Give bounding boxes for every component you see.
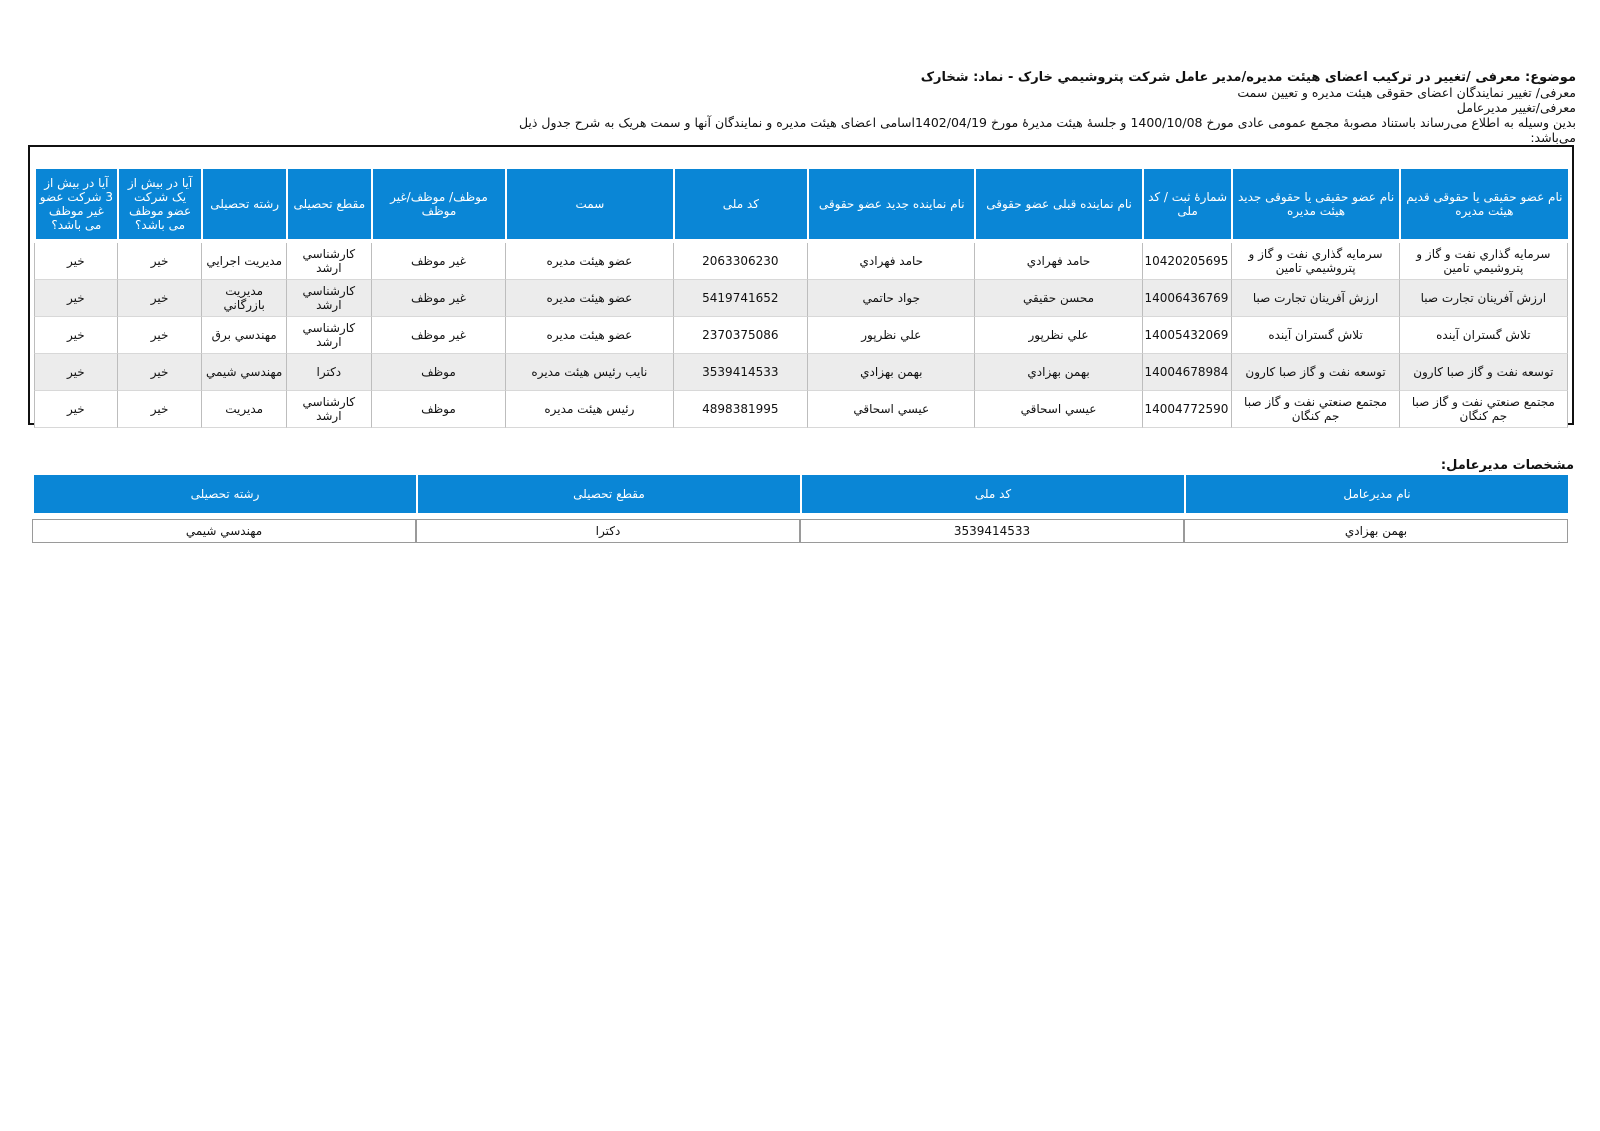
col-header-ceo-name: نام مدیرعامل <box>1184 475 1568 513</box>
new-member-cell: سرمايه گذاري نفت و گاز و پتروشيمي تامين <box>1231 243 1398 280</box>
multi-executive-cell: خير <box>117 354 202 391</box>
multi-nonexecutive-cell: خير <box>34 243 117 280</box>
ceo-field-cell: مهندسي شيمي <box>32 519 416 543</box>
header-line-1: معرفی/ تغییر نمایندگان اعضای حقوقی هیئت مدیره و تعیین سمت <box>1237 85 1576 100</box>
field-of-study-cell: مهندسي شيمي <box>201 354 286 391</box>
multi-nonexecutive-cell: خير <box>34 317 117 354</box>
table-row <box>32 519 1568 543</box>
registration-number-cell: 10420205695 <box>1142 243 1232 280</box>
national-id-cell: 3539414533 <box>673 354 808 391</box>
field-of-study-cell: مديريت اجرايي <box>201 243 286 280</box>
table-row <box>34 354 1568 391</box>
registration-number-cell: 14005432069 <box>1142 317 1232 354</box>
degree-cell: كارشناسي ارشد <box>286 243 371 280</box>
executive-status-cell: موظف <box>371 354 506 391</box>
board-header-row <box>34 169 1568 239</box>
national-id-cell: 2370375086 <box>673 317 808 354</box>
old-member-cell: سرمايه گذاري نفت و گاز و پتروشيمي تامين <box>1399 243 1568 280</box>
ceo-table <box>32 475 1568 543</box>
multi-executive-cell: خير <box>117 391 202 428</box>
executive-status-cell: غیر موظف <box>371 280 506 317</box>
new-representative-cell: حامد فهرادي <box>807 243 974 280</box>
col-header-position: سمت <box>505 169 672 239</box>
position-cell: عضو هیئت مدیره <box>505 280 672 317</box>
col-header-registration-number: شمارۀ ثبت / کد ملی <box>1142 169 1232 239</box>
ceo-header-row <box>32 475 1568 513</box>
field-of-study-cell: مديريت <box>201 391 286 428</box>
announcement-header <box>480 70 1576 145</box>
new-member-cell: تلاش گستران آينده <box>1231 317 1398 354</box>
degree-cell: دكترا <box>286 354 371 391</box>
col-header-field-of-study: رشته تحصیلی <box>201 169 286 239</box>
col-header-new-member: نام عضو حقیقی یا حقوقی جدید هیئت مدیره <box>1231 169 1398 239</box>
col-header-multi-executive: آیا در بیش از یک شرکت عضو موظف می باشد؟ <box>117 169 202 239</box>
col-header-old-member: نام عضو حقیقی یا حقوقی قدیم هیئت مدیره <box>1399 169 1568 239</box>
col-header-executive-status: موظف/ موظف/غیر موظف <box>371 169 506 239</box>
previous-representative-cell: علي نظرپور <box>974 317 1141 354</box>
new-member-cell: توسعه نفت و گاز صبا کارون <box>1231 354 1398 391</box>
new-representative-cell: علي نظرپور <box>807 317 974 354</box>
previous-representative-cell: محسن حقيقي <box>974 280 1141 317</box>
new-member-cell: مجتمع صنعتي نفت و گاز صبا جم کنگان <box>1231 391 1398 428</box>
old-member-cell: تلاش گستران آينده <box>1399 317 1568 354</box>
new-member-cell: ارزش آفرينان تجارت صبا <box>1231 280 1398 317</box>
table-row <box>34 243 1568 280</box>
col-header-ceo-degree: مقطع تحصیلی <box>416 475 800 513</box>
ceo-degree-cell: دكترا <box>416 519 800 543</box>
col-header-ceo-national-id: کد ملی <box>800 475 1184 513</box>
col-header-national-id: کد ملی <box>673 169 808 239</box>
multi-nonexecutive-cell: خير <box>34 280 117 317</box>
previous-representative-cell: بهمن بهزادي <box>974 354 1141 391</box>
multi-executive-cell: خير <box>117 243 202 280</box>
old-member-cell: توسعه نفت و گاز صبا کارون <box>1399 354 1568 391</box>
registration-number-cell: 14006436769 <box>1142 280 1232 317</box>
executive-status-cell: غیر موظف <box>371 317 506 354</box>
multi-executive-cell: خير <box>117 280 202 317</box>
new-representative-cell: جواد حاتمي <box>807 280 974 317</box>
col-header-ceo-field: رشته تحصیلی <box>32 475 416 513</box>
previous-representative-cell: حامد فهرادي <box>974 243 1141 280</box>
degree-cell: كارشناسي ارشد <box>286 317 371 354</box>
executive-status-cell: موظف <box>371 391 506 428</box>
position-cell: نایب رئیس هیئت مدیره <box>505 354 672 391</box>
previous-representative-cell: عيسي اسحاقي <box>974 391 1141 428</box>
executive-status-cell: غیر موظف <box>371 243 506 280</box>
registration-number-cell: 14004678984 <box>1142 354 1232 391</box>
col-header-degree: مقطع تحصیلی <box>286 169 371 239</box>
national-id-cell: 4898381995 <box>673 391 808 428</box>
header-line-3: بدین وسیله به اطلاع می‌رساند باستناد مصوبۀ مجمع عمومی عادی مورخ 1400/10/08 و جلسۀ هیئت مدیرۀ مورخ 1402/04/19اسامی اعضای هیئت مدیره و نمایندگان آنها و سمت هریک به شرح جدول ذیل می‌باشد: <box>518 115 1576 145</box>
position-cell: رئیس هیئت مدیره <box>505 391 672 428</box>
degree-cell: كارشناسي ارشد <box>286 280 371 317</box>
board-table-frame <box>28 145 1574 425</box>
old-member-cell: ارزش آفرينان تجارت صبا <box>1399 280 1568 317</box>
national-id-cell: 2063306230 <box>673 243 808 280</box>
ceo-section-title: مشخصات مدیرعامل: <box>1440 458 1574 473</box>
table-row <box>34 391 1568 428</box>
national-id-cell: 5419741652 <box>673 280 808 317</box>
field-of-study-cell: مديريت بازرگاني <box>201 280 286 317</box>
table-row <box>34 317 1568 354</box>
registration-number-cell: 14004772590 <box>1142 391 1232 428</box>
ceo-name-cell: بهمن بهزادي <box>1184 519 1568 543</box>
col-header-previous-representative: نام نماینده قبلی عضو حقوقی <box>974 169 1141 239</box>
multi-nonexecutive-cell: خير <box>34 354 117 391</box>
col-header-new-representative: نام نماینده جدید عضو حقوقی <box>807 169 974 239</box>
new-representative-cell: عيسي اسحاقي <box>807 391 974 428</box>
table-row <box>34 280 1568 317</box>
header-line-2: معرفی/تغییر مدیرعامل <box>1456 100 1576 115</box>
degree-cell: كارشناسي ارشد <box>286 391 371 428</box>
multi-executive-cell: خير <box>117 317 202 354</box>
ceo-national-id-cell: 3539414533 <box>800 519 1184 543</box>
subject-line: موضوع: معرفی /تغییر در ترکیب اعضای هیئت مدیره/مدیر عامل شرکت پتروشيمي خارک - نماد: شخارک <box>920 70 1576 85</box>
old-member-cell: مجتمع صنعتي نفت و گاز صبا جم کنگان <box>1399 391 1568 428</box>
multi-nonexecutive-cell: خير <box>34 391 117 428</box>
position-cell: عضو هیئت مدیره <box>505 317 672 354</box>
new-representative-cell: بهمن بهزادي <box>807 354 974 391</box>
field-of-study-cell: مهندسي برق <box>201 317 286 354</box>
col-header-multi-nonexecutive: آیا در بیش از 3 شرکت عضو غیر موظف می باشد؟ <box>34 169 117 239</box>
position-cell: عضو هیئت مدیره <box>505 243 672 280</box>
board-members-table <box>34 169 1568 428</box>
